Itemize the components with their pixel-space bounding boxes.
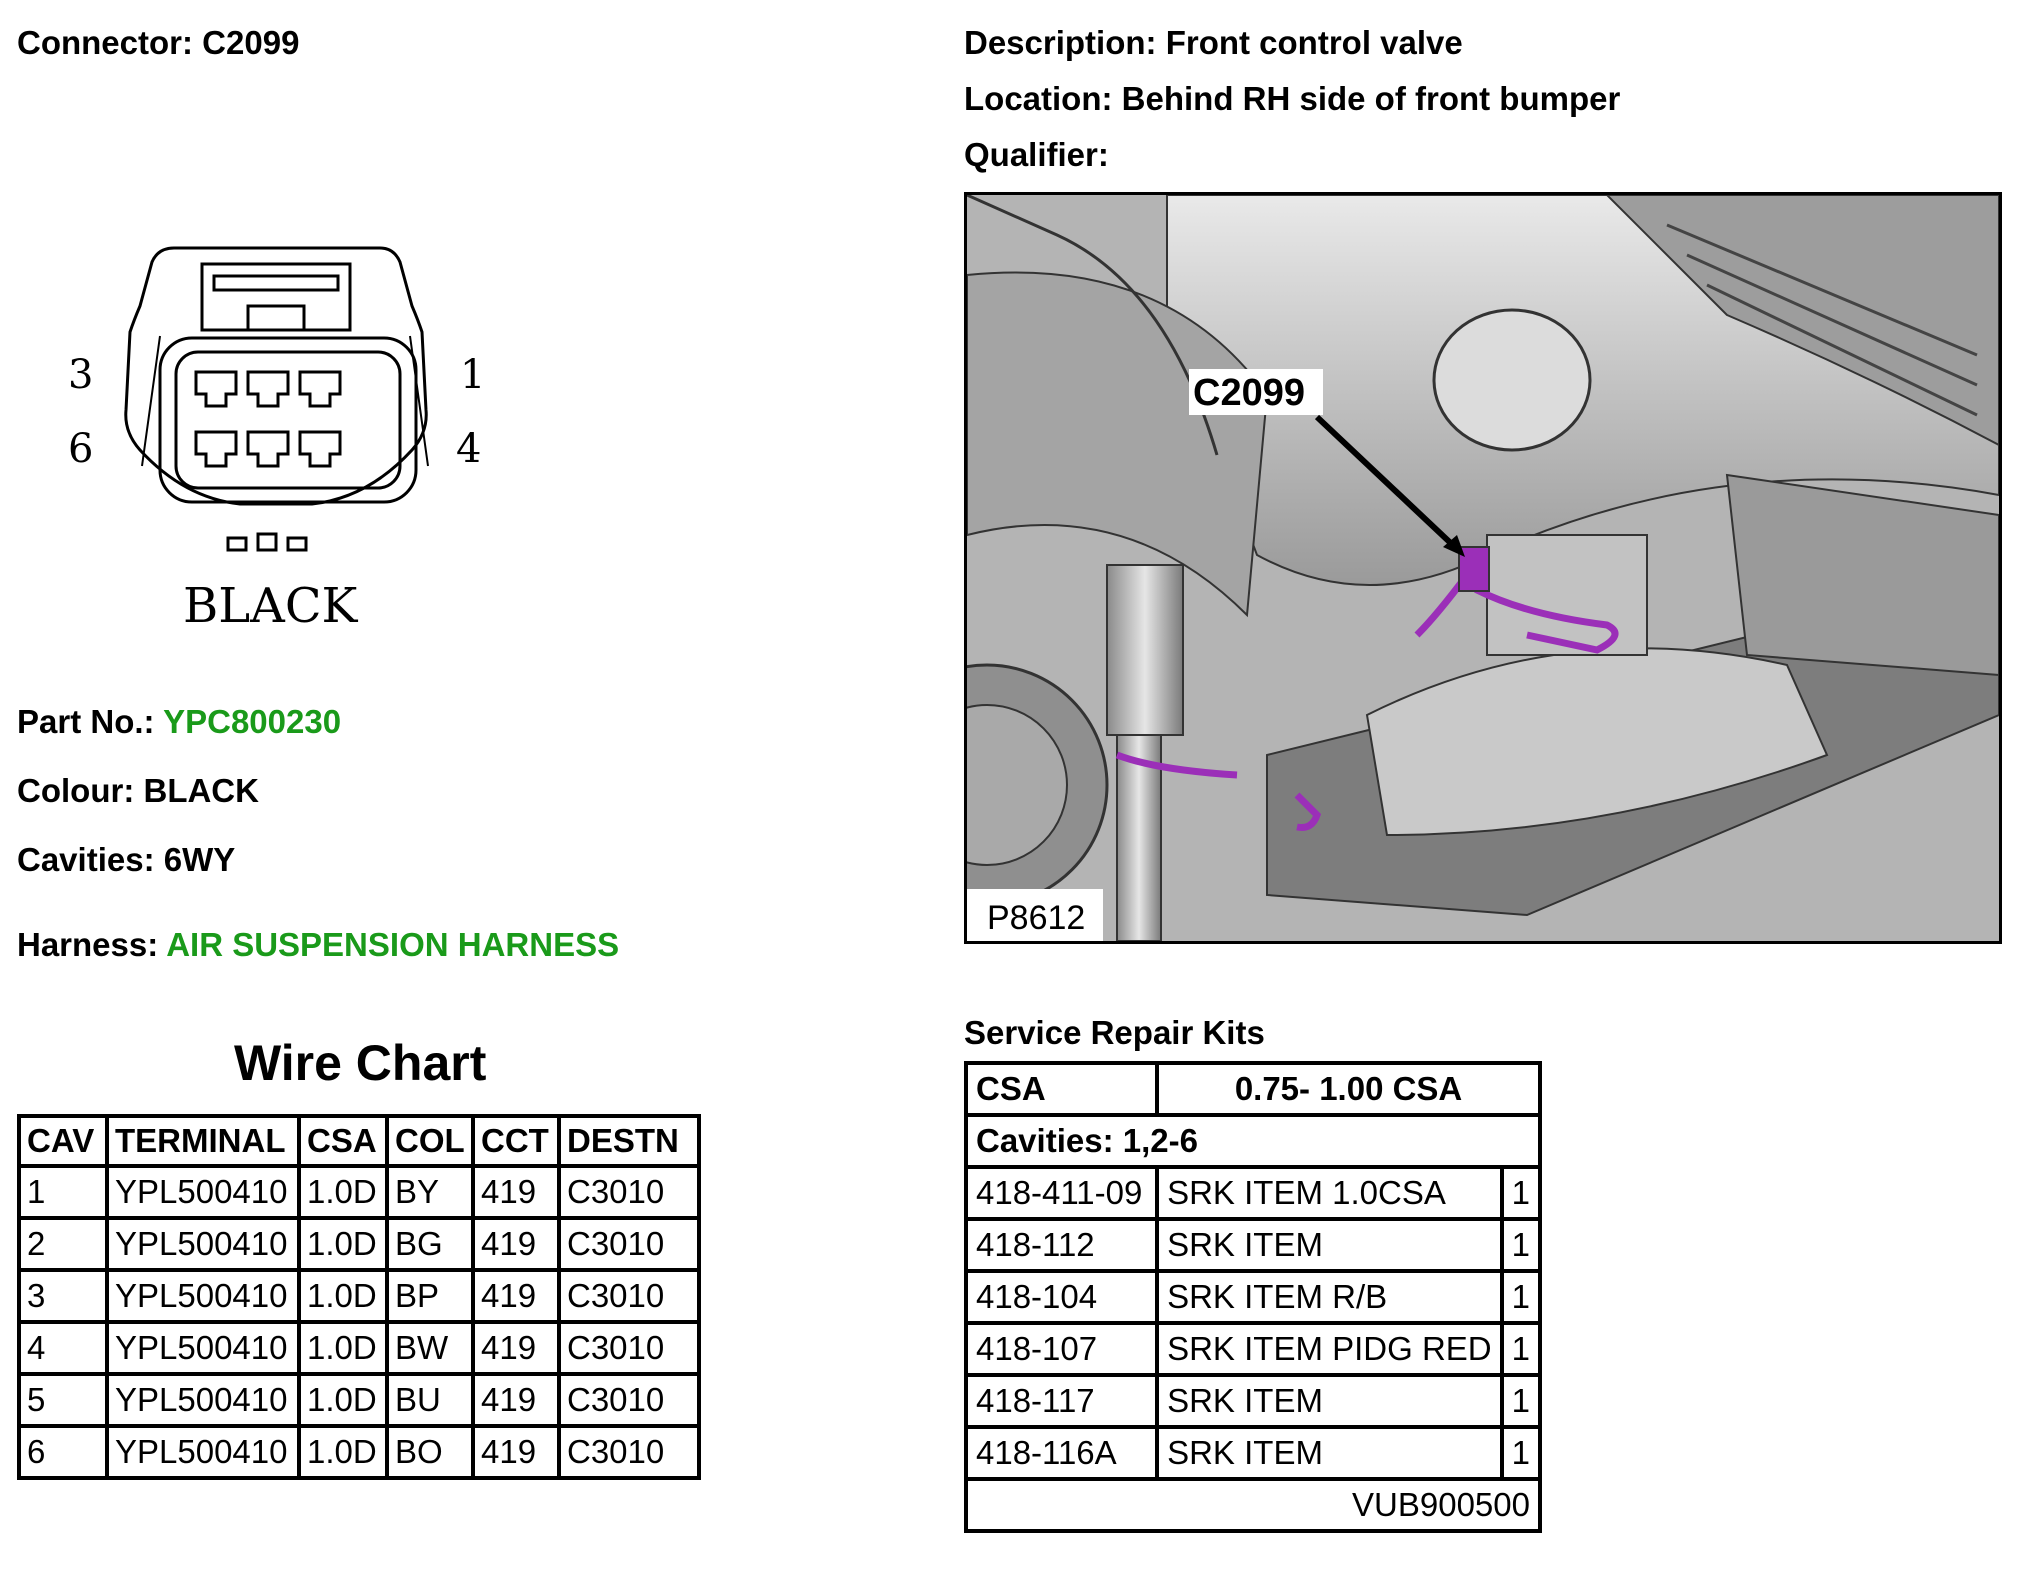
col-header-destn: DESTN [559, 1116, 699, 1166]
kit-desc: SRK ITEM [1157, 1375, 1502, 1427]
cell-destn: C3010 [559, 1270, 699, 1322]
cell-cct: 419 [473, 1322, 559, 1374]
part-line [17, 703, 341, 741]
cell-col: BU [387, 1374, 473, 1426]
kits-cavities: Cavities: 1,2-6 [966, 1115, 1540, 1167]
table-row [966, 1427, 1540, 1479]
kit-qty: 1 [1502, 1375, 1540, 1427]
kits-csa-label: CSA [966, 1063, 1157, 1115]
cell-cav: 3 [19, 1270, 107, 1322]
kit-part: 418-116A [966, 1427, 1157, 1479]
cell-csa: 1.0D [299, 1322, 387, 1374]
description-label: Description: [964, 24, 1157, 61]
cell-csa: 1.0D [299, 1270, 387, 1322]
cell-destn: C3010 [559, 1426, 699, 1478]
kit-desc: SRK ITEM [1157, 1219, 1502, 1271]
cell-cct: 419 [473, 1374, 559, 1426]
cell-terminal: YPL500410 [107, 1166, 299, 1218]
wire-chart-table [17, 1114, 701, 1480]
cell-cct: 419 [473, 1426, 559, 1478]
kit-part: 418-107 [966, 1323, 1157, 1375]
kit-desc: SRK ITEM PIDG RED [1157, 1323, 1502, 1375]
cell-col: BW [387, 1322, 473, 1374]
kit-desc: SRK ITEM 1.0CSA [1157, 1167, 1502, 1219]
pin-label-6: 6 [68, 426, 94, 472]
part-value[interactable]: YPC800230 [163, 703, 342, 740]
cavity-row-bottom [196, 432, 340, 466]
cell-csa: 1.0D [299, 1426, 387, 1478]
cell-cav: 2 [19, 1218, 107, 1270]
latch-outline [202, 264, 350, 330]
kit-qty: 1 [1502, 1271, 1540, 1323]
cell-destn: C3010 [559, 1374, 699, 1426]
qualifier-line [964, 136, 1109, 174]
kit-qty: 1 [1502, 1219, 1540, 1271]
connector-label: Connector: [17, 24, 193, 61]
wire-chart-title: Wire Chart [234, 1035, 487, 1091]
cavities-line [17, 841, 235, 879]
diagram-colour-label: BLACK [183, 578, 358, 634]
wire-chart-header-row [19, 1116, 699, 1166]
description-value: Front control valve [1165, 24, 1463, 61]
cell-cct: 419 [473, 1218, 559, 1270]
pin-label-4: 4 [456, 426, 482, 472]
col-header-cav: CAV [19, 1116, 107, 1166]
cell-cav: 5 [19, 1374, 107, 1426]
cell-cav: 6 [19, 1426, 107, 1478]
harness-value[interactable]: AIR SUSPENSION HARNESS [166, 926, 620, 963]
table-row [19, 1322, 699, 1374]
cavities-label: Cavities: [17, 841, 155, 878]
kit-part: 418-112 [966, 1219, 1157, 1271]
table-row [19, 1426, 699, 1478]
table-row [966, 1323, 1540, 1375]
cell-destn: C3010 [559, 1322, 699, 1374]
cell-cav: 4 [19, 1322, 107, 1374]
col-header-col: COL [387, 1116, 473, 1166]
location-label: Location: [964, 80, 1113, 117]
harness-line [17, 926, 619, 964]
cell-destn: C3010 [559, 1166, 699, 1218]
location-photo [964, 192, 2002, 944]
key-slots [228, 534, 306, 550]
table-row [19, 1218, 699, 1270]
cell-cct: 419 [473, 1166, 559, 1218]
kit-qty: 1 [1502, 1427, 1540, 1479]
kit-desc: SRK ITEM [1157, 1427, 1502, 1479]
kit-part: 418-411-09 [966, 1167, 1157, 1219]
kits-cavities-row [966, 1115, 1540, 1167]
pin-label-1: 1 [460, 352, 486, 398]
cell-col: BY [387, 1166, 473, 1218]
col-header-terminal: TERMINAL [107, 1116, 299, 1166]
callout-label: C2099 [1193, 372, 1305, 414]
location-illustration [967, 195, 1999, 941]
colour-line [17, 772, 259, 810]
kit-qty: 1 [1502, 1323, 1540, 1375]
table-row [966, 1219, 1540, 1271]
kit-part: 418-117 [966, 1375, 1157, 1427]
location-line [964, 80, 1620, 118]
cell-cav: 1 [19, 1166, 107, 1218]
cell-terminal: YPL500410 [107, 1374, 299, 1426]
colour-value: BLACK [143, 772, 259, 809]
cavities-value: 6WY [163, 841, 236, 878]
table-row [966, 1271, 1540, 1323]
connector-value: C2099 [202, 24, 300, 61]
cell-col: BP [387, 1270, 473, 1322]
cell-csa: 1.0D [299, 1218, 387, 1270]
kits-csa-value: 0.75- 1.00 CSA [1157, 1063, 1540, 1115]
cell-col: BO [387, 1426, 473, 1478]
cell-terminal: YPL500410 [107, 1322, 299, 1374]
table-row [966, 1167, 1540, 1219]
harness-label: Harness: [17, 926, 159, 963]
connector-line [17, 24, 299, 62]
cell-csa: 1.0D [299, 1374, 387, 1426]
table-row [19, 1374, 699, 1426]
kits-footer-row [966, 1479, 1540, 1531]
cell-terminal: YPL500410 [107, 1426, 299, 1478]
kit-part: 418-104 [966, 1271, 1157, 1323]
colour-label: Colour: [17, 772, 135, 809]
photo-ref-label: P8612 [987, 899, 1086, 937]
cell-csa: 1.0D [299, 1166, 387, 1218]
table-row [966, 1375, 1540, 1427]
description-line [964, 24, 1463, 62]
pin-label-3: 3 [68, 352, 94, 398]
service-kits-table [964, 1061, 1542, 1533]
cell-terminal: YPL500410 [107, 1270, 299, 1322]
qualifier-label: Qualifier: [964, 136, 1109, 173]
part-label: Part No.: [17, 703, 155, 740]
table-row [19, 1166, 699, 1218]
kit-qty: 1 [1502, 1167, 1540, 1219]
table-row [19, 1270, 699, 1322]
location-value: Behind RH side of front bumper [1121, 80, 1621, 117]
cell-col: BG [387, 1218, 473, 1270]
connector-face-diagram [50, 236, 510, 636]
cell-destn: C3010 [559, 1218, 699, 1270]
col-header-csa: CSA [299, 1116, 387, 1166]
cell-cct: 419 [473, 1270, 559, 1322]
col-header-cct: CCT [473, 1116, 559, 1166]
inner-frame [160, 338, 416, 502]
cavity-row-top [196, 372, 340, 406]
kit-desc: SRK ITEM R/B [1157, 1271, 1502, 1323]
kits-title: Service Repair Kits [964, 1014, 1265, 1051]
kits-footer: VUB900500 [966, 1479, 1540, 1531]
kits-csa-row [966, 1063, 1540, 1115]
cell-terminal: YPL500410 [107, 1218, 299, 1270]
